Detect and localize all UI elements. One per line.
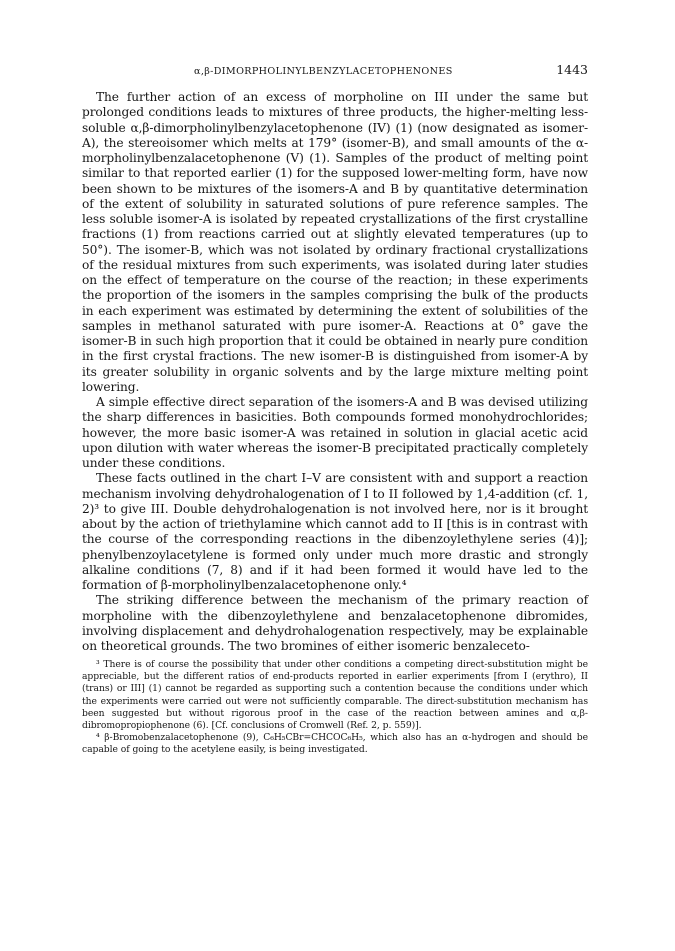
footnote: ⁴ β-Bromobenzalacetophenone (9), C₆H₅CBr=CHCOC₆H₅, which also has an α-hydrogen and should be capable of going to the acetylene easily, is being investigated. [82,731,588,755]
journal-page [82,62,588,756]
paragraph: The further action of an excess of morpholine on III under the same but prolonged conditions leads to mixtures of three products, the higher-melting less-soluble α,β-dimorpholinylbenzylacetophenone (IV) (1) (now designated as isomer-A), the stereoisomer which melts at 179° (isomer-B), and small amounts of the α-morpholinylbenzalacetophenone (V) (1). Samples of the product of melting point similar to that reported earlier (1) for the supposed lower-melting form, have now been shown to be mixtures of the isomers-A and B by quantitative determination of the extent of solubility in saturated solutions of pure reference samples. The less soluble isomer-A is isolated by repeated crystallizations of the first crystalline fractions (1) from reactions carried out at slightly elevated temperatures (up to 50°). The isomer-B, which was not isolated by ordinary fractional crystallizations of the residual mixtures from such experiments, was isolated during later studies on the effect of temperature on the course of the reaction; in these experiments the proportion of the isomers in the samples comprising the bulk of the products in each experiment was estimated by determining the extent of solubilities of the samples in methanol saturated with pure isomer-A. Reactions at 0° gave the isomer-B in such high proportion that it could be obtained in nearly pure condition in the first crystal fractions. The new isomer-B is distinguished from isomer-A by its greater solubility in organic solvents and by the large mixture melting point lowering. [82,90,588,394]
page-number: 1443 [556,62,588,77]
footnote: ³ There is of course the possibility that under other conditions a competing direct-substitution might be appreciable, but the different ratios of end-products reported in earlier experiments [from I (erythro), II (trans) or III] (1) cannot be regarded as supporting such a contention because the conditions under which the experiments were carried out were not sufficiently comparable. The direct-substitution mechanism has been suggested but without rigorous proof in the case of the reaction between amines and α,β-dibromopropiophenone (6). [Cf. conclusions of Cromwell (Ref. 2, p. 559)]. [82,659,588,731]
paragraph: The striking difference between the mechanism of the primary reaction of morpholine with the dibenzoylethylene and benzalacetophenone dibromides, involving displacement and dehydrohalogenation respectively, may be explainable on theoretical grounds. The two bromines of either isomeric benzaleceto- [82,593,588,653]
running-title: α,β-DIMORPHOLINYLBENZYLACETOPHENONES [194,66,453,77]
running-header [194,62,588,77]
body-text [82,90,588,654]
paragraph: A simple effective direct separation of the isomers-A and B was devised utilizing the sharp differences in basicities. Both compounds formed monohydrochlorides; however, the more basic isomer-A was retained in solution in glacial acetic acid upon dilution with water whereas the isomer-B precipitated practically completely under these conditions. [82,395,588,470]
footnotes [82,659,588,756]
paragraph: These facts outlined in the chart I–V are consistent with and support a reaction mechanism involving dehydrohalogenation of I to II followed by 1,4-addition (cf. 1, 2)³ to give III. Double dehydrohalogenation is not involved here, nor is it brought about by the action of triethylamine which cannot add to II [this is in contrast with the course of the corresponding reactions in the dibenzoylethylene series (4)]; phenylbenzoylacetylene is formed only under much more drastic and strongly alkaline conditions (7, 8) and if it had been formed it would have led to the formation of β-morpholinylbenzalacetophenone only.⁴ [82,471,588,592]
